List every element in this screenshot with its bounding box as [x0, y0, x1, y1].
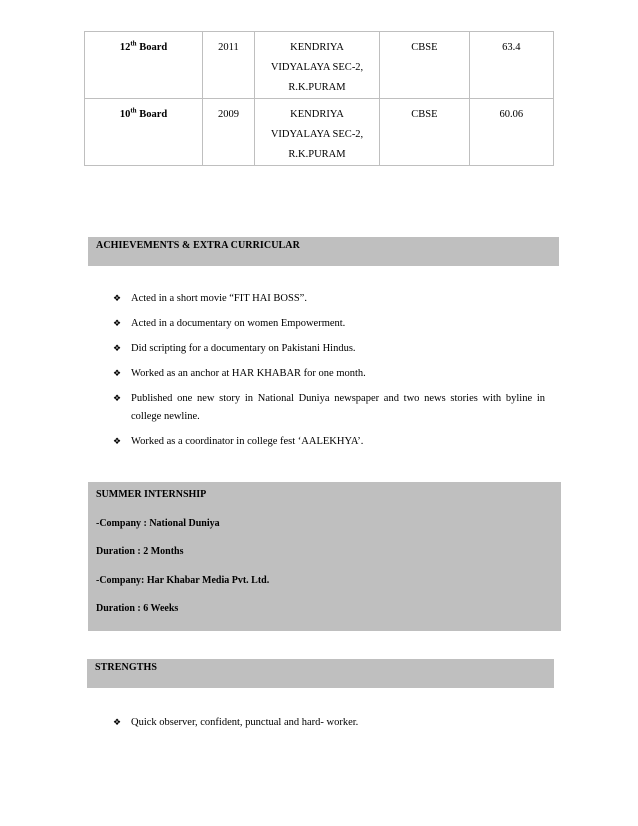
education-year-cell: 2009 — [203, 99, 255, 166]
list-item-text: Worked as a coordinator in college fest ‘AALEKHYA’. — [131, 436, 364, 447]
list-item-text: Did scripting for a documentary on Pakistani Hindus. — [131, 343, 356, 354]
education-board-cell: CBSE — [380, 99, 469, 166]
school-line: VIDYALAYA SEC-2, — [270, 129, 364, 140]
diamond-bullet-icon: ❖ — [113, 437, 122, 447]
internship-duration-1: Duration : 2 Months — [96, 546, 184, 558]
level-suffix: Board — [136, 42, 168, 53]
education-table — [84, 31, 554, 166]
school-line: VIDYALAYA SEC-2, — [270, 62, 364, 73]
education-board-cell: CBSE — [380, 32, 469, 99]
diamond-bullet-icon: ❖ — [113, 369, 122, 379]
level-superscript: th — [130, 39, 137, 48]
diamond-bullet-icon: ❖ — [113, 319, 122, 329]
internship-duration-2: Duration : 6 Weeks — [96, 603, 179, 615]
list-item — [113, 390, 545, 426]
achievements-list — [113, 290, 545, 458]
list-item — [113, 315, 545, 333]
diamond-bullet-icon: ❖ — [113, 394, 122, 404]
education-year-cell: 2011 — [203, 32, 255, 99]
education-level-cell — [85, 99, 203, 166]
level-superscript: th — [130, 106, 137, 115]
strengths-section-header: STRENGTHS — [87, 659, 554, 688]
list-item — [113, 340, 545, 358]
achievements-section-header: ACHIEVEMENTS & EXTRA CURRICULAR — [88, 237, 559, 266]
diamond-bullet-icon: ❖ — [113, 718, 122, 728]
list-item — [113, 714, 545, 732]
list-item-text: Quick observer, confident, punctual and hard- worker. — [131, 717, 359, 728]
education-level-cell — [85, 32, 203, 99]
school-line: R.K.PURAM — [288, 82, 346, 93]
level-number: 12 — [119, 42, 131, 53]
table-row — [85, 99, 554, 166]
internship-section-header: SUMMER INTERNSHIP — [96, 489, 207, 500]
internship-company-1: -Company : National Duniya — [96, 517, 220, 529]
level-number: 10 — [119, 109, 131, 120]
internship-section — [88, 482, 561, 631]
internship-company-2: -Company: Har Khabar Media Pvt. Ltd. — [96, 574, 270, 586]
level-suffix: Board — [136, 109, 168, 120]
education-percentage-cell: 63.4 — [469, 32, 553, 99]
list-item-text: Published one new story in National Duniya newspaper and two news stories with byline in college newline. — [131, 393, 545, 422]
list-item — [113, 290, 545, 308]
strengths-list — [113, 714, 545, 739]
education-school-cell — [254, 99, 379, 166]
diamond-bullet-icon: ❖ — [113, 344, 122, 354]
list-item-text: Worked as an anchor at HAR KHABAR for one month. — [131, 368, 366, 379]
list-item-text: Acted in a documentary on women Empowerment. — [131, 318, 346, 329]
school-line: KENDRIYA — [290, 109, 344, 120]
school-line: R.K.PURAM — [288, 149, 346, 160]
list-item — [113, 433, 545, 451]
list-item — [113, 365, 545, 383]
list-item-text: Acted in a short movie “FIT HAI BOSS”. — [131, 293, 307, 304]
education-percentage-cell: 60.06 — [469, 99, 553, 166]
school-line: KENDRIYA — [290, 42, 344, 53]
table-row — [85, 32, 554, 99]
diamond-bullet-icon: ❖ — [113, 294, 122, 304]
education-school-cell — [254, 32, 379, 99]
